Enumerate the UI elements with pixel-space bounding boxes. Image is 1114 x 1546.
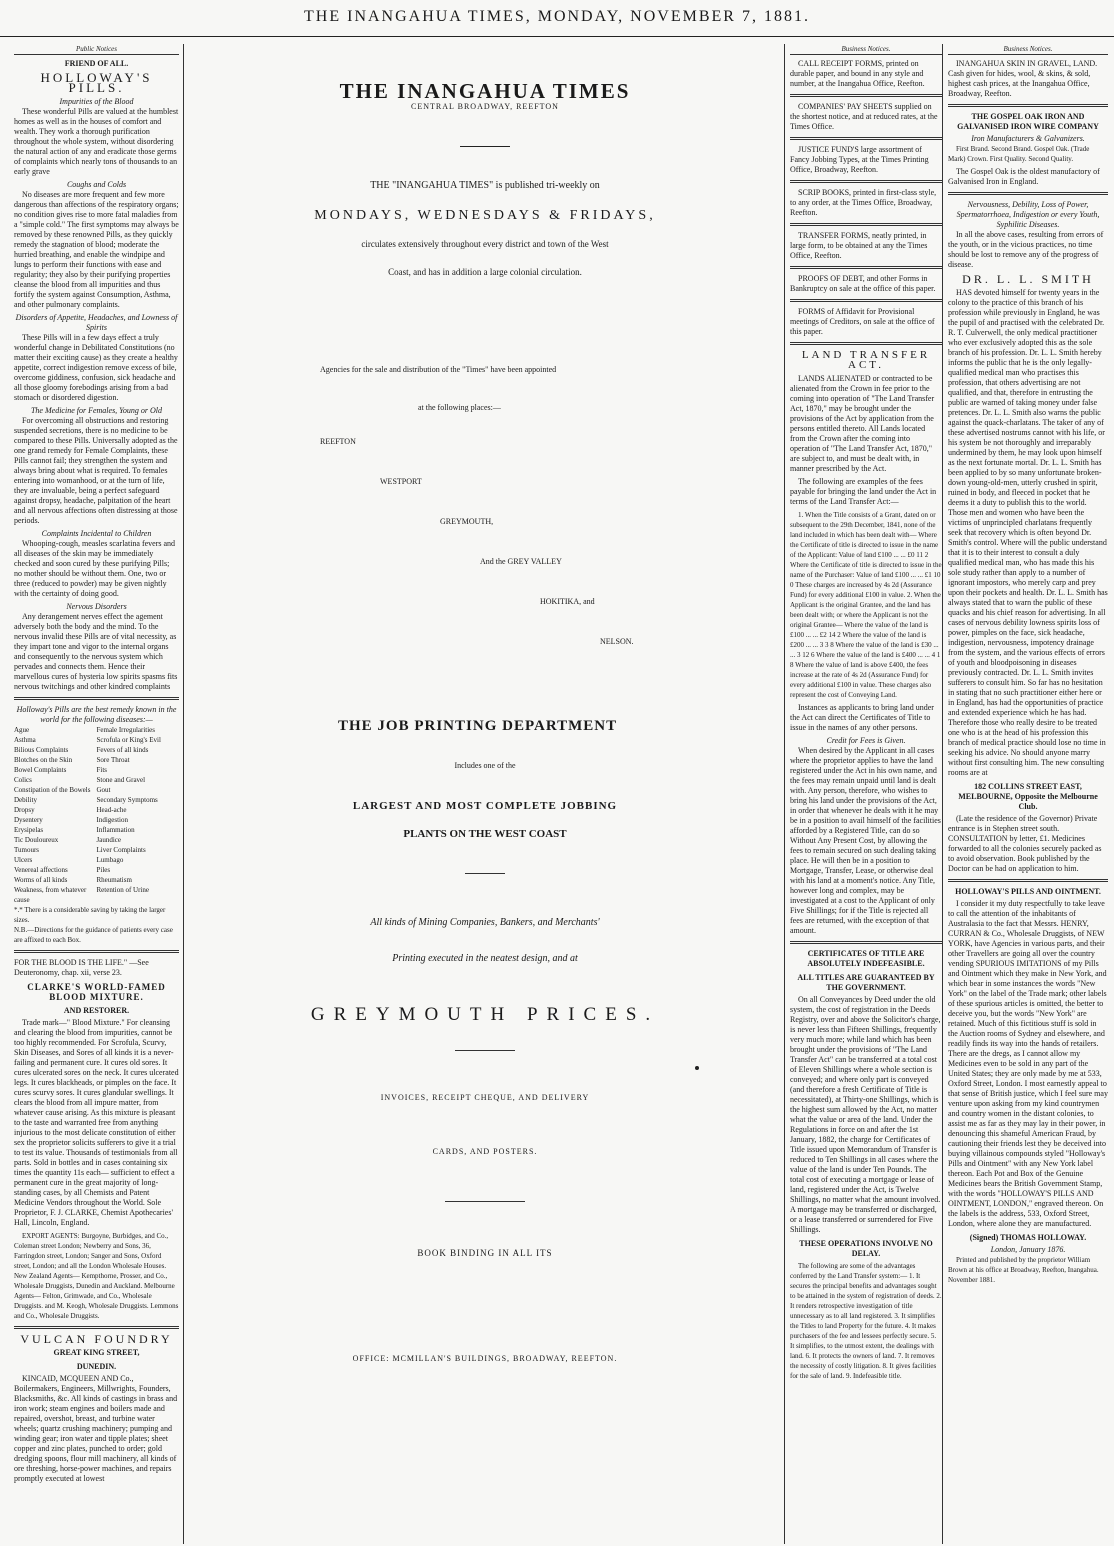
disease-item: Tumours xyxy=(14,846,40,854)
cards-posters: CARDS, AND POSTERS. xyxy=(432,1147,538,1156)
friend-heading: FRIEND OF ALL. xyxy=(64,59,129,68)
disease-item: Constipation of the Bowels xyxy=(14,786,91,794)
holloway-ointment-heading: HOLLOWAY'S PILLS AND OINTMENT. xyxy=(955,887,1101,896)
column-heading: Business Notices. xyxy=(790,44,942,55)
disease-item: Jaundice xyxy=(96,836,121,844)
paragraph: KINCAID, MCQUEEN AND Co., Boilermakers, Engineers, Millwrights, Founders, Blacksmiths, &c. All kinds of castings in brass and iron work; steam engines and boilers made and repaired, overshot, breast, and turbine water wheels; quartz crushing machinery; pumping and winding gear; iron water and tipple plates; sheet copper and zinc plates, punched to order; gold dredging spoons, flour mill machinery, all kinds of ore threshing, horse-power machines, and repairs promptly executed at lowest xyxy=(14,1374,178,1483)
disease-item: Sore Throat xyxy=(96,756,130,764)
location: CENTRAL BROADWAY, REEFTON xyxy=(411,102,559,111)
divider xyxy=(14,697,179,700)
job-printing-heading: THE JOB PRINTING DEPARTMENT xyxy=(338,718,618,734)
clarke-heading: CLARKE'S WORLD-FAMED BLOOD MIXTURE. xyxy=(27,982,166,1002)
paragraph: The following are examples of the fees payable for bringing the land under the Act in terms of the Land Transfer Act:— xyxy=(790,477,937,506)
paragraph: The Gospel Oak is the oldest manufactory of Galvanised Iron in England. xyxy=(948,167,1100,186)
office-address: OFFICE: MCMILLAN'S BUILDINGS, BROADWAY, REEFTON. xyxy=(352,1354,618,1363)
place-item: NELSON. xyxy=(600,637,634,646)
notice: TRANSFER FORMS, neatly printed, in large form, to be obtained at any the Times Office, Reefton. xyxy=(790,231,928,260)
divider xyxy=(948,192,1108,195)
place-item: WESTPORT xyxy=(380,477,422,486)
invoices: INVOICES, RECEIPT CHEQUE, AND DELIVERY xyxy=(380,1093,590,1102)
coughs-subhead: Coughs and Colds xyxy=(66,180,127,189)
imprint: Printed and published by the proprietor William Brown at his office at Broadway, Reefton, Inangahua. November 1881. xyxy=(948,1256,1099,1284)
divider xyxy=(790,941,942,944)
disease-item: Fevers of all kinds xyxy=(96,746,149,754)
disease-list xyxy=(14,725,179,905)
book-binding: BOOK BINDING IN ALL ITS xyxy=(417,1248,553,1258)
divider xyxy=(790,266,942,269)
address: 182 COLLINS STREET EAST, MELBOURNE, Opposite the Melbourne Club. xyxy=(958,782,1098,811)
disease-item: Secondary Symptoms xyxy=(96,796,158,804)
paragraph: HAS devoted himself for twenty years in the colony to the practice of this branch of his profession while previously in England, he was the pupil of and practised with the celebrated Dr. R. T. Culverwell, the only medical practitioner who ever exclusively adopted this as the sole branch of his profession. Dr. L. L. Smith hereby informs the public that he is the only legally-qualified medical man who practises this profession, that others advertising are not qualified, and that, therefore in entrusting the public are warned of taking money under false pretences. Dr. L. L. Smith also warns the public against the quack-charlatans. The taker of any of these advertised nostrums cannot with his life, or his system be not thoroughly and irreparably undermined by them, he may look upon himself as the next fortunate mortal. Dr. L. L. Smith has been applied to by so many unfortunate broken-down young-old-men, utterly crushed in spirit, ruined in body, and fleeced in pocket that he deems it a duty to publish this to the world. Those men and women who have been the victims of unprincipled charlatans frequently seek that recovery which is often beyond Dr. Smith's control. Where will the public understand that it is to their interest to consult a duly qualified medical man, who has made this his sole study rather than apply to a number of ignorant impostors, who merely carp and prey upon their pockets and health. Dr. L. L. Smith has always stated that to warn the public of these quacks and his chief reason for advertising. In all cases of nervous debility lowness spirits loss of power, pimples on the face, sick headache, indigestion, nervousness, impotency drainage from the system, and the various effects of errors of youth and bloodpoisoning in diseases previously contracted. Dr. L. L. Smith invites sufferers to consult him. So far has no hesitation in stating that no such practitioner either here or in England, has had the opportunities of practice and extended experience which he has had. Therefore those who really desire to be treated one who is at the head of his profession this branch of medical practice should lose no time in seeking his advice. No should anyone marry without first consulting him. The new consulting rooms are at xyxy=(948,288,1108,777)
column-business-notices-2 xyxy=(942,44,1108,1544)
divider xyxy=(790,137,942,140)
disease-item: Bilious Complaints xyxy=(14,746,69,754)
notice: SCRIP BOOKS, printed in first-class style, to any order, at the Times Office, Broadway, Reefton. xyxy=(790,188,937,217)
place-item: HOKITIKA, and xyxy=(540,597,595,606)
disease-item: Dysentery xyxy=(14,816,43,824)
disease-item: Inflammation xyxy=(96,826,135,834)
column-business-notices xyxy=(784,44,942,1544)
gospel-oak-sub: Iron Manufacturers & Galvanizers. xyxy=(971,134,1085,143)
gospel-oak-heading: THE GOSPEL OAK IRON AND GALVANISED IRON WIRE COMPANY xyxy=(957,112,1099,131)
notice: JUSTICE FUND'S large assortment of Fancy Jobbing Types, at the Times Printing Office, Broadway, Reefton. xyxy=(790,145,929,174)
divider xyxy=(790,342,942,345)
disease-item: Fits xyxy=(96,766,108,774)
best-remedy-heading: Holloway's Pills are the best remedy known in the world for the following diseases:— xyxy=(16,705,177,724)
fee-schedule: 1. When the Title consists of a Grant, dated on or subsequent to the 29th December, 1841, none of the land included in which has been dealt with— Where the Certificate of title is directed to issue in the name of the Applicant: Value of land £100 ... ... £0 11 2 Where the Certificate of title is directed to issue in the name of the Purchaser: Value of land £100 ... ... £1 10 0 These charges are increased by 4s 2d (Assurance Fund) for every additional £100 in value. 2. When the Applicant is the original Grantee, and the land has been dealt with; or where the Applicant is not the original Grantee— Where the value of the land is £100 ... ... £2 14 2 Where the value of the land is £200 ... ... 3 3 8 Where the value of the land is £30 ... ... 3 12 6 Where the value of the land is £400 ... ... 4 1 8 Where the value of land is above £400, the fees increase at the rate of 4s 2d (Assurance Fund) for every additional £100 in value. These charges also represent the cost of Conveying Land. xyxy=(790,511,942,699)
certificates-heading: CERTIFICATES OF TITLE ARE ABSOLUTELY INDEFEASIBLE. xyxy=(807,949,925,968)
divider xyxy=(948,879,1108,882)
disease-item: Worms of all kinds xyxy=(14,876,68,884)
disease-item: Head-ache xyxy=(96,806,127,814)
dr-smith-heading: DR. L. L. SMITH xyxy=(962,272,1094,286)
divider xyxy=(790,299,942,302)
disease-item: Debility xyxy=(14,796,37,804)
disease-item: Weakness, from whatever cause xyxy=(14,886,87,904)
column-heading: Public Notices xyxy=(14,44,179,55)
disease-item: Female Irregularities xyxy=(96,726,156,734)
paragraph: LANDS ALIENATED or contracted to be alienated from the Crown in fee prior to the coming into operation of "The Land Transfer Act, 1870," may be brought under the provisions of the Act by application from the persons entitled thereto. All Lands located from the Crown after the coming into operation of "The Land Transfer Act, 1870," are subject to, and must be dealt with, in manner prescribed by the Act. xyxy=(790,374,935,473)
great-king-street: GREAT KING STREET, xyxy=(53,1348,140,1357)
disease-item: Rheumatism xyxy=(96,876,132,884)
paragraph: No diseases are more frequent and few more dangerous than affections of the respiratory organs; no condition gives rise to more fatal maladies from a "simple cold." The first symptoms may always be removed by these renowned Pills, as they quickly remedy the stagnation of blood; moderate the hurried breathing, and enable the windpipe and lungs to perform their functions with ease and regularity; they also by their purifying properties cleanse the blood from all impurities and thus fortify the system against Consumption, Asthma, and other pulmonary complaints. xyxy=(14,190,179,309)
export-agents: EXPORT AGENTS: Burgoyne, Burbidges, and Co., Coleman street London; Newberry and Sons, 36, Farringdon street, London; Sanger and Sons, Oxford street, London; and all the London Wholesale Houses. New Zealand Agents— Kempthorne, Prosser, and Co., Wholesale Druggists, Dunedin and Auckland. Melbourne Agents— Felton, Grimwade, and Co., Wholesale Druggists. and M. Keogh, Wholesale Druggists. Lemmons and Co., Wholesale Druggists. xyxy=(14,1232,179,1320)
circulation: circulates extensively throughout every district and town of the West xyxy=(361,239,609,249)
divider xyxy=(790,180,942,183)
publication-days: MONDAYS, WEDNESDAYS & FRIDAYS, xyxy=(314,208,656,223)
nb-note: N.B.—Directions for the guidance of patients every case are affixed to each Box. xyxy=(14,926,173,944)
paragraph: Any derangement nerves effect the agement adversely both the body and the mind. To the nervous invalid these Pills are of vital necessity, as they impart tone and vigor to the internal organs and consequently to the nervous system which pervades and connects them. Hence their marvellous cures of hysteria low spirits spasms fits nervous twitchings and other kindred complaints xyxy=(14,612,178,691)
date: London, January 1876. xyxy=(990,1245,1066,1254)
notice: CALL RECEIPT FORMS, printed on durable paper, and bound in any style and number, at the Inangahua Office, Reefton. xyxy=(790,59,925,88)
disease-item: Ulcers xyxy=(14,856,33,864)
places-intro: at the following places:— xyxy=(418,403,501,412)
divider xyxy=(948,104,1108,107)
dunedin: DUNEDIN. xyxy=(76,1362,117,1371)
masthead: THE INANGAHUA TIMES, MONDAY, NOVEMBER 7, 1881. xyxy=(304,8,810,25)
paragraph: In all the above cases, resulting from errors of the youth, or in the vicious practices, no time should be lost to remove any of the progress of disease. xyxy=(948,230,1104,269)
masthead-rule xyxy=(0,36,1114,37)
ornament-rule xyxy=(460,146,510,147)
notice: FORMS of Affidavit for Provisional meetings of Creditors, on sale at the office of this paper. xyxy=(790,307,935,336)
holloway-heading: HOLLOWAY'S PILLS. xyxy=(40,70,153,95)
disease-item: Piles xyxy=(96,866,111,874)
guaranteed-heading: ALL TITLES ARE GUARANTEED BY THE GOVERNMENT. xyxy=(797,973,935,992)
disease-item: Dropsy xyxy=(14,806,35,814)
notice: INANGAHUA SKIN IN GRAVEL, LAND. Cash given for hides, wool, & skins, & sold, highest cash prices, at the Inangahua Office, Broadway, Reefton. xyxy=(948,59,1098,98)
ornament-rule xyxy=(465,873,505,874)
place-item: GREYMOUTH, xyxy=(440,517,494,526)
ornament-rule xyxy=(445,1201,525,1202)
land-transfer-heading: LAND TRANSFER ACT. xyxy=(801,349,931,371)
printing-executed: Printing executed in the neatest design, and at xyxy=(392,953,578,964)
paragraph: These Pills will in a few days effect a truly wonderful change in Debilitated Constitutions (no matter their exciting cause) as they create a healthy appetite, correct indigestion remove excess of bile, overcome giddiness, confusion, sick headache and all those gloomy forebodings arising from a bad stomach or disordered digestion. xyxy=(14,333,178,402)
disease-item: Tic Douloureux xyxy=(14,836,59,844)
paragraph: On all Conveyances by Deed under the old system, the cost of registration in the Deeds Registry, over and above the Solicitor's charge, is never less than Fifteen Shillings, frequently very much more; while land which has been brought under the provisions of "The Land Transfer Act" can be transferred at a total cost of Eleven Shillings where a whole section is conveyed; and where only part is conveyed (and therefore a fresh Certificate of Title is necessitated), at Thirty-one Shillings, which is the highest sum allowed by the Act, no matter what the value or area of the land. Under the Regulations in force on and after the 1st January, 1882, the charge for Certificates of Title issued upon Memorandum of Transfer is reduced to Ten Shillings in all cases where the value of the land is under Ten Pounds. The total cost of executing a mortgage or lease of land, registered under the Act, is Twelve Shillings, no matter what the amount involved. A mortgage may be transferred or discharged, or a lease transferred or surrendered for Five Shillings. xyxy=(790,995,941,1234)
disease-item: Stone and Gravel xyxy=(96,776,146,784)
no-delay-heading: THESE OPERATIONS INVOLVE NO DELAY. xyxy=(799,1239,933,1258)
disease-item: Indigestion xyxy=(96,816,128,824)
intro: THE "INANGAHUA TIMES" is published tri-weekly on xyxy=(370,180,600,191)
divider xyxy=(14,1326,179,1329)
agencies: Agencies for the sale and distribution of the "Times" have been appointed xyxy=(320,365,557,374)
signature: (Signed) THOMAS HOLLOWAY. xyxy=(969,1233,1087,1242)
paragraph: (Late the residence of the Governor) Private entrance is in Stephen street south. CONSULTATION by letter, £1. Medicines forwarded to all the colonies securely packed as to avoid observation. Book published by the Doctor can be had on application to him. xyxy=(948,814,1102,873)
circulation-coast: Coast, and has in addition a large colonial circulation. xyxy=(388,267,582,277)
column-times-notice xyxy=(190,44,780,1544)
paragraph: Trade mark—" Blood Mixture." For cleansing and clearing the blood from impurities, cannot be too highly recommended. For Scrofula, Scurvy, Skin Diseases, and Sores of all kinds it is a never-failing and permanent cure. It cures old sores. It cures ulcerated sores on the neck. It cures ulcerated legs. It cures blackheads, or pimples on the face. It cures scurvy sores. It cures glandular swellings. It clears the blood from all impure matter, from whatever cause arising. As this mixture is pleasant to the taste and warranted free from anything injurious to the most delicate constitution of either sex the proprietor solicits sufferers to give it a trial to test its value. Thousands of testimonials from all parts. Sold in bottles and in cases containing six times the quantity 11s each— sufficient to effect a permanent cure in the great majority of long-standing cases, by all Chemists and Patent Medicine Vendors throughout the World. Sole Proprietor, F. J. CLARKE, Chemist Apothecaries' Hall, Lincoln, England. xyxy=(14,1018,179,1227)
mining-companies: All kinds of Mining Companies, Bankers, and Merchants' xyxy=(370,917,600,928)
disease-item: Venereal affections xyxy=(14,866,68,874)
place-item: And the GREY VALLEY xyxy=(480,557,562,566)
impurities-subhead: Impurities of the Blood xyxy=(59,97,134,106)
vulcan-heading: VULCAN FOUNDRY xyxy=(20,1332,173,1346)
page-title: THE INANGAHUA TIMES xyxy=(339,79,631,103)
paragraph: When desired by the Applicant in all cases where the proprietor applies to have the land registered under the Act in his own name, and the fees may remain unpaid until land is dealt with. Any person, therefore, who wishes to bring his land under the provisions of the Act, in order that whenever he deals with it he may be in a position to avail himself of the facilities afforded by a Registered Title, can do so Without Any Present Cost, by allowing the fees to remain secured on such dealing taking place. He will then be in a position to Mortgage, Transfer, Lease, or otherwise deal with his land at a moment's notice. Any Title, however long and complex, may be investigated at a cost to the Applicant of only Five Shillings; for if the Title is rejected all fees are returned, with the exception of that amount. xyxy=(790,746,941,935)
divider xyxy=(790,94,942,97)
disease-item: Lumbago xyxy=(96,856,124,864)
paragraph: Whooping-cough, measles scarlatina fevers and all diseases of the skin may be immediately checked and soon cured by these purifying Pills; no mother should be without them. One, two or three (reduced to powder) may be given nightly with the certainty of doing good. xyxy=(14,539,176,598)
credit-subhead: Credit for Fees is Given. xyxy=(826,736,906,745)
females-subhead: The Medicine for Females, Young or Old xyxy=(30,406,163,415)
ornament-rule xyxy=(455,1050,515,1051)
plants-west-coast: PLANTS ON THE WEST COAST xyxy=(403,828,567,840)
notice: COMPANIES' PAY SHEETS supplied on the shortest notice, and at reduced rates, at the Times Office. xyxy=(790,102,938,131)
disease-item: Gout xyxy=(96,786,111,794)
blood-is-life: FOR THE BLOOD IS THE LIFE." —See Deuteronomy, chap. xii, verse 23. xyxy=(14,958,149,977)
restorer-heading: AND RESTORER. xyxy=(63,1006,130,1015)
disease-item: Bowel Complaints xyxy=(14,766,67,774)
nervousness-heading: Nervousness, Debility, Loss of Power, Spermatorrhoea, Indigestion or every Youth, Syphilitic Diseases. xyxy=(956,200,1100,229)
gospel-brands: First Brand. Second Brand. Gospel Oak. (Trade Mark) Crown. First Quality. Second Quality. xyxy=(948,145,1090,163)
divider xyxy=(790,223,942,226)
disorders-subhead: Disorders of Appetite, Headaches, and Lowness of Spirits xyxy=(15,313,178,332)
column-heading: Business Notices. xyxy=(948,44,1108,55)
children-subhead: Complaints Incidental to Children xyxy=(41,529,152,538)
divider xyxy=(14,950,179,953)
disease-item: Retention of Urine xyxy=(96,886,149,894)
largest-jobbing: LARGEST AND MOST COMPLETE JOBBING xyxy=(352,800,618,812)
paragraph: The following are some of the advantages conferred by the Land Transfer system:— 1. It secures the principal benefits and advantages sought to be attained in the system of registration of deeds. 2. It renders retrospective investigation of title unnecessary as to all land registered. 3. It simplifies the Titles to land Property for the future. 4. It makes purchasers of the fee and lessees perfectly secure. 5. It simplifies, to the utmost extent, the dealings with land. 6. It protects the owners of land. 7. It removes the necessity of costly litigation. 8. It gives facilities for the sale of land. 9. Indefeasible title. xyxy=(790,1262,942,1380)
nervous-subhead: Nervous Disorders xyxy=(66,602,127,611)
greymouth-prices: GREYMOUTH PRICES. xyxy=(310,1004,660,1025)
paragraph: These wonderful Pills are valued at the humblest homes as well as in the houses of comfort and wealth. They work a thorough purification throughout the whole system, without disordering the natural action of any and eradicate those germs of complaints which nearly tons of thousands to an early grave xyxy=(14,107,179,176)
disease-item: Colics xyxy=(14,776,32,784)
column-public-notices xyxy=(14,44,184,1544)
saving-note: *.* There is a considerable saving by taking the larger sizes. xyxy=(14,906,166,924)
disease-item: Blotches on the Skin xyxy=(14,756,73,764)
disease-item: Liver Complaints xyxy=(96,846,146,854)
paragraph: For overcoming all obstructions and restoring suspended secretions, there is no medicine to be compared to these Pills. Universally adopted as the one grand remedy for Female Complaints, these Pills cannot fail; they strengthen the system and always bring about what is required. To females entering into womanhood, or at the turn of life, they are invaluable, being a perfect safeguard against dropsy, headache, palpitation of the heart and all nervous affections often distressing at those periods. xyxy=(14,416,178,525)
printer-dot xyxy=(695,1066,699,1070)
place-item: REEFTON xyxy=(320,437,356,446)
includes: Includes one of the xyxy=(454,761,516,770)
disease-item: Erysipelas xyxy=(14,826,44,834)
disease-item: Scrofula or King's Evil xyxy=(96,736,161,744)
disease-item: Ague xyxy=(14,726,30,734)
notice: PROOFS OF DEBT, and other Forms in Bankruptcy on sale at the office of this paper. xyxy=(790,274,936,293)
paragraph: I consider it my duty respectfully to take leave to call the attention of the inhabitants of Australasia to the fact that Messrs. HENRY, CURRAN & Co., Wholesale Druggists, of NEW YORK, have Agencies in various parts, and their other Travellers are going all over the country vending SPURIOUS IMITATIONS of my Pills and Ointment which they make in New York, and which bear in some instances the words "New York" on the label of the Trade mark; other labels of these spurious articles is omitted, the better to deceive you, but the words "New York" are retained. Much of this fictitious stuff is sold in the Auction rooms of Sydney and elsewhere, and readily finds its way into the hands of retailers. There are the dregs, as I cannot allow my Medicines even to be sold in any part of the United States; they are only made by me at 533, Oxford Street, London. I most earnestly appeal to that sense of British justice, which I feel sure may venture upon asking from my kind countrymen and country women in the distant colonies, to assist me as far as they may lay in their power, in denouncing this shameful American Fraud, by cautioning their friends lest they be deceived into buying villainous compounds styled "Holloway's Pills and Ointment" with any New York label thereon. Each Pot and Box of the Genuine Medicines bears the British Government Stamp, with the words "HOLLOWAY'S PILLS AND OINTMENT, LONDON," engraved thereon. On the labels is the address, 533, Oxford Street, London, where alone they are manufactured. xyxy=(948,899,1108,1228)
disease-item: Asthma xyxy=(14,736,36,744)
paragraph: Instances as applicants to bring land under the Act can direct the Certificates of Title to issue in the names of any other persons. xyxy=(790,703,934,732)
